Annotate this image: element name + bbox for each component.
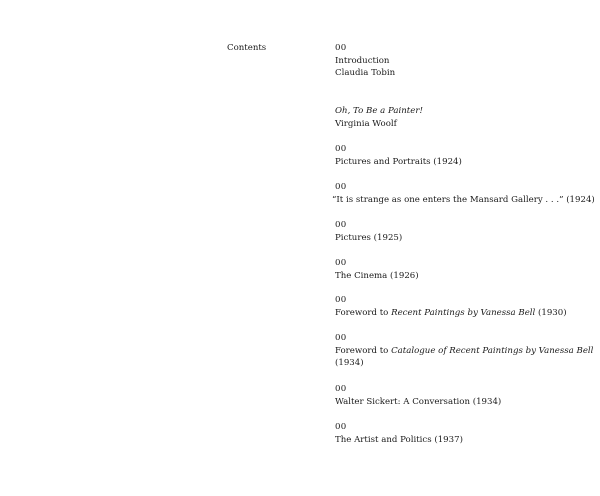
toc-entry-introduction[interactable] (335, 42, 595, 80)
entry-title: The Cinema (1926) (335, 270, 419, 281)
toc-entry-artist-and-politics[interactable] (335, 421, 595, 446)
entry-title: The Artist and Politics (1937) (335, 434, 463, 445)
entry-title: Pictures and Portraits (1924) (335, 156, 462, 167)
page-number: 00 (335, 384, 347, 394)
page-number: 00 (335, 258, 347, 268)
toc-entry-mansard-gallery[interactable] (332, 181, 595, 206)
toc-entry-foreword-1934[interactable] (335, 332, 595, 370)
page-number: 00 (335, 43, 347, 53)
entry-author: Virginia Woolf (335, 118, 397, 129)
entry-title: Foreword to Recent Paintings by Vanessa Bell (1930) (335, 307, 567, 318)
toc-entry-the-cinema[interactable] (335, 257, 595, 282)
toc-entry-foreword-1930[interactable] (335, 294, 595, 319)
entry-title-continuation: (1934) (335, 358, 364, 368)
page-number: 00 (335, 220, 347, 230)
toc-entry-walter-sickert[interactable] (335, 383, 595, 408)
entry-title: Oh, To Be a Painter! (335, 106, 423, 116)
toc-entry-oh-to-be-a-painter[interactable] (335, 105, 595, 130)
page-number: 00 (335, 295, 347, 305)
entry-author: Claudia Tobin (335, 68, 396, 78)
toc-entry-pictures-and-portraits[interactable] (335, 143, 595, 168)
page-number: 00 (335, 144, 347, 154)
page-number: 00 (335, 182, 347, 192)
page-number: 00 (335, 422, 347, 432)
contents-heading: Contents (227, 43, 267, 53)
toc-entry-pictures[interactable] (335, 219, 595, 244)
entry-title: “It is strange as one enters the Mansard Gallery . . .” (1924) (332, 194, 595, 205)
page-number: 00 (335, 333, 347, 343)
entry-title: Walter Sickert: A Conversation (1934) (335, 396, 502, 407)
entry-title: Pictures (1925) (335, 232, 403, 243)
entry-title: Introduction (335, 55, 390, 66)
entry-title: Foreword to Catalogue of Recent Paintings by Vanessa Bell (335, 345, 594, 356)
